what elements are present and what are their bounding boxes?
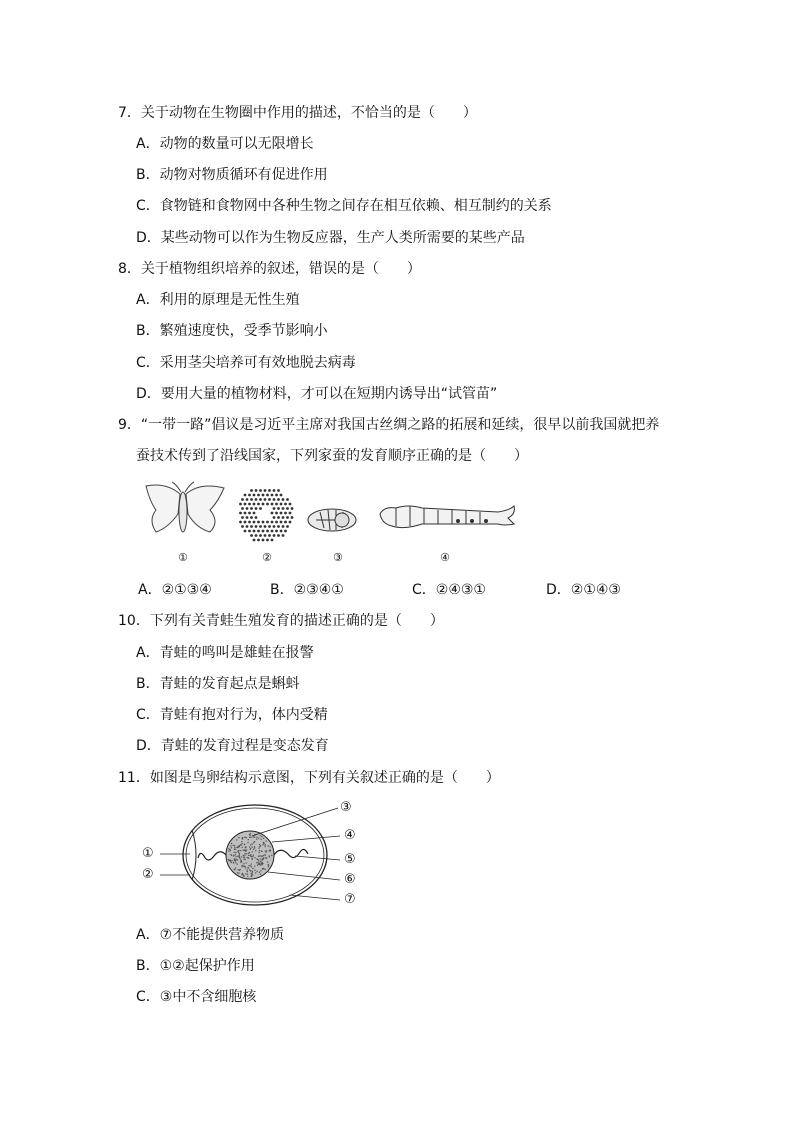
larva-drawing <box>380 506 514 528</box>
egg-label-3: ③ <box>340 800 352 815</box>
egg-label-1: ① <box>142 846 154 861</box>
egg-label-5: ⑤ <box>344 852 356 867</box>
question-10-option-c: C．青蛙有抱对行为，体内受精 <box>136 707 328 723</box>
question-10-option-a: A．青蛙的鸣叫是雄蛙在报警 <box>136 645 314 661</box>
question-7-option-a: A．动物的数量可以无限增长 <box>136 136 314 152</box>
question-8-option-d: D．要用大量的植物材料，才可以在短期内诱导出“试管苗” <box>136 386 498 402</box>
question-8-option-a: A．利用的原理是无性生殖 <box>136 292 300 308</box>
figure-label-2: ② <box>262 551 272 564</box>
question-7-stem: 7．关于动物在生物圈中作用的描述，不恰当的是（ ） <box>118 105 477 121</box>
egg-label-6: ⑥ <box>344 872 356 887</box>
egg-label-4: ④ <box>344 828 356 843</box>
question-11-option-b: B．①②起保护作用 <box>136 958 255 974</box>
question-11-option-c: C．③中不含细胞核 <box>136 989 257 1005</box>
bird-egg-diagram <box>160 800 360 910</box>
question-8-option-c: C．采用茎尖培养可有效地脱去病毒 <box>136 355 356 371</box>
question-9-stem-line1: 9．“一带一路”倡议是习近平主席对我国古丝绸之路的拓展和延续，很早以前我国就把养 <box>118 417 660 433</box>
question-7-option-b: B．动物对物质循环有促进作用 <box>136 167 328 183</box>
pupa-drawing <box>308 509 356 531</box>
question-11-stem: 11．如图是鸟卵结构示意图，下列有关叙述正确的是（ ） <box>118 770 500 786</box>
question-9-stem-line2: 蚕技术传到了沿线国家，下列家蚕的发育顺序正确的是（ ） <box>136 448 528 464</box>
question-9-option-a: A．②①③④ <box>138 582 212 598</box>
egg-label-2: ② <box>142 867 154 882</box>
figure-label-3: ③ <box>333 551 343 564</box>
question-11-option-a: A．⑦不能提供营养物质 <box>136 927 285 943</box>
moth-drawing <box>146 482 224 532</box>
silkworm-stages-figure <box>138 480 528 550</box>
figure-label-1: ① <box>178 551 188 564</box>
question-7-option-c: C．食物链和食物网中各种生物之间存在相互依赖、相互制约的关系 <box>136 198 552 214</box>
question-7-option-d: D．某些动物可以作为生物反应器，生产人类所需要的某些产品 <box>136 230 525 246</box>
question-9-option-c: C．②④③① <box>412 582 486 598</box>
question-10-option-d: D．青蛙的发育过程是变态发育 <box>136 738 329 754</box>
egg-label-7: ⑦ <box>344 892 356 907</box>
question-8-stem: 8．关于植物组织培养的叙述，错误的是（ ） <box>118 261 421 277</box>
figure-label-4: ④ <box>440 551 450 564</box>
question-9-option-b: B．②③④① <box>270 582 344 598</box>
question-8-option-b: B．繁殖速度快，受季节影响小 <box>136 323 328 339</box>
question-10-option-b: B．青蛙的发育起点是蝌蚪 <box>136 676 300 692</box>
question-10-stem: 10．下列有关青蛙生殖发育的描述正确的是（ ） <box>118 613 444 629</box>
question-9-option-d: D．②①④③ <box>546 582 621 598</box>
egg-cluster-drawing <box>239 489 293 541</box>
